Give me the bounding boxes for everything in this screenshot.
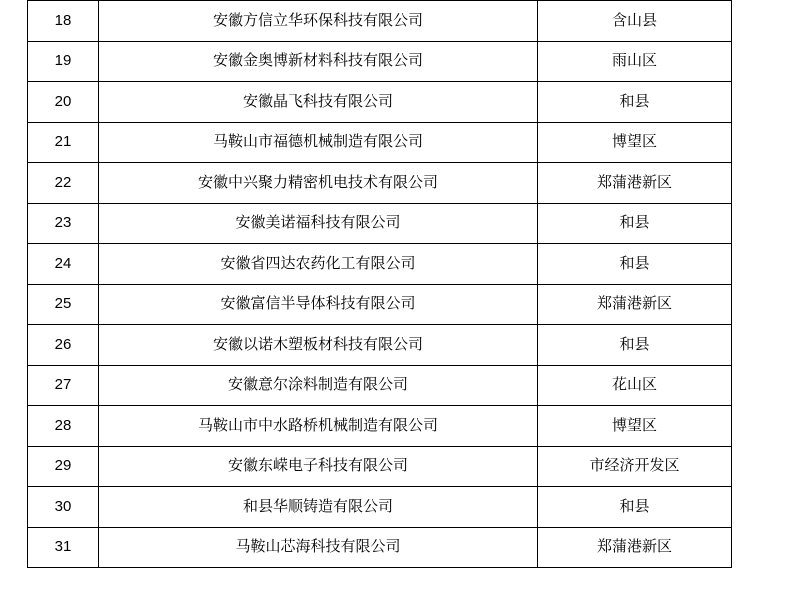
row-index: 30 (28, 487, 99, 528)
row-enterprise-name: 和县华顺铸造有限公司 (99, 487, 538, 528)
row-index: 19 (28, 41, 99, 82)
row-enterprise-name: 安徽意尔涂料制造有限公司 (99, 365, 538, 406)
row-enterprise-name: 马鞍山市中水路桥机械制造有限公司 (99, 406, 538, 447)
table-row (28, 284, 732, 325)
row-index: 22 (28, 163, 99, 204)
row-region: 郑蒲港新区 (538, 527, 732, 568)
table-row (28, 163, 732, 204)
row-enterprise-name: 安徽中兴聚力精密机电技术有限公司 (99, 163, 538, 204)
row-region: 郑蒲港新区 (538, 284, 732, 325)
row-region: 和县 (538, 82, 732, 123)
row-index: 24 (28, 244, 99, 285)
row-index: 28 (28, 406, 99, 447)
row-index: 27 (28, 365, 99, 406)
row-enterprise-name: 安徽美诺福科技有限公司 (99, 203, 538, 244)
row-enterprise-name: 安徽晶飞科技有限公司 (99, 82, 538, 123)
row-region: 含山县 (538, 1, 732, 42)
row-enterprise-name: 安徽省四达农药化工有限公司 (99, 244, 538, 285)
row-enterprise-name: 安徽金奥博新材料科技有限公司 (99, 41, 538, 82)
table-row (28, 122, 732, 163)
row-index: 23 (28, 203, 99, 244)
table-row (28, 365, 732, 406)
row-enterprise-name: 安徽方信立华环保科技有限公司 (99, 1, 538, 42)
row-enterprise-name: 马鞍山市福德机械制造有限公司 (99, 122, 538, 163)
row-index: 25 (28, 284, 99, 325)
enterprise-listing-table (27, 0, 732, 568)
row-region: 花山区 (538, 365, 732, 406)
table-row (28, 446, 732, 487)
table-row (28, 325, 732, 366)
row-index: 21 (28, 122, 99, 163)
row-region: 和县 (538, 203, 732, 244)
row-region: 博望区 (538, 406, 732, 447)
table-body (28, 1, 732, 568)
row-index: 26 (28, 325, 99, 366)
table-row (28, 1, 732, 42)
row-enterprise-name: 安徽东嵘电子科技有限公司 (99, 446, 538, 487)
row-enterprise-name: 马鞍山芯海科技有限公司 (99, 527, 538, 568)
row-region: 市经济开发区 (538, 446, 732, 487)
row-index: 18 (28, 1, 99, 42)
table-row (28, 487, 732, 528)
row-index: 31 (28, 527, 99, 568)
row-region: 和县 (538, 487, 732, 528)
row-index: 20 (28, 82, 99, 123)
row-region: 和县 (538, 244, 732, 285)
row-region: 郑蒲港新区 (538, 163, 732, 204)
row-region: 博望区 (538, 122, 732, 163)
row-region: 雨山区 (538, 41, 732, 82)
table-row (28, 406, 732, 447)
table-row (28, 527, 732, 568)
row-index: 29 (28, 446, 99, 487)
row-region: 和县 (538, 325, 732, 366)
table-row (28, 82, 732, 123)
table-row (28, 41, 732, 82)
row-enterprise-name: 安徽以诺木塑板材科技有限公司 (99, 325, 538, 366)
table-row (28, 244, 732, 285)
row-enterprise-name: 安徽富信半导体科技有限公司 (99, 284, 538, 325)
table-row (28, 203, 732, 244)
